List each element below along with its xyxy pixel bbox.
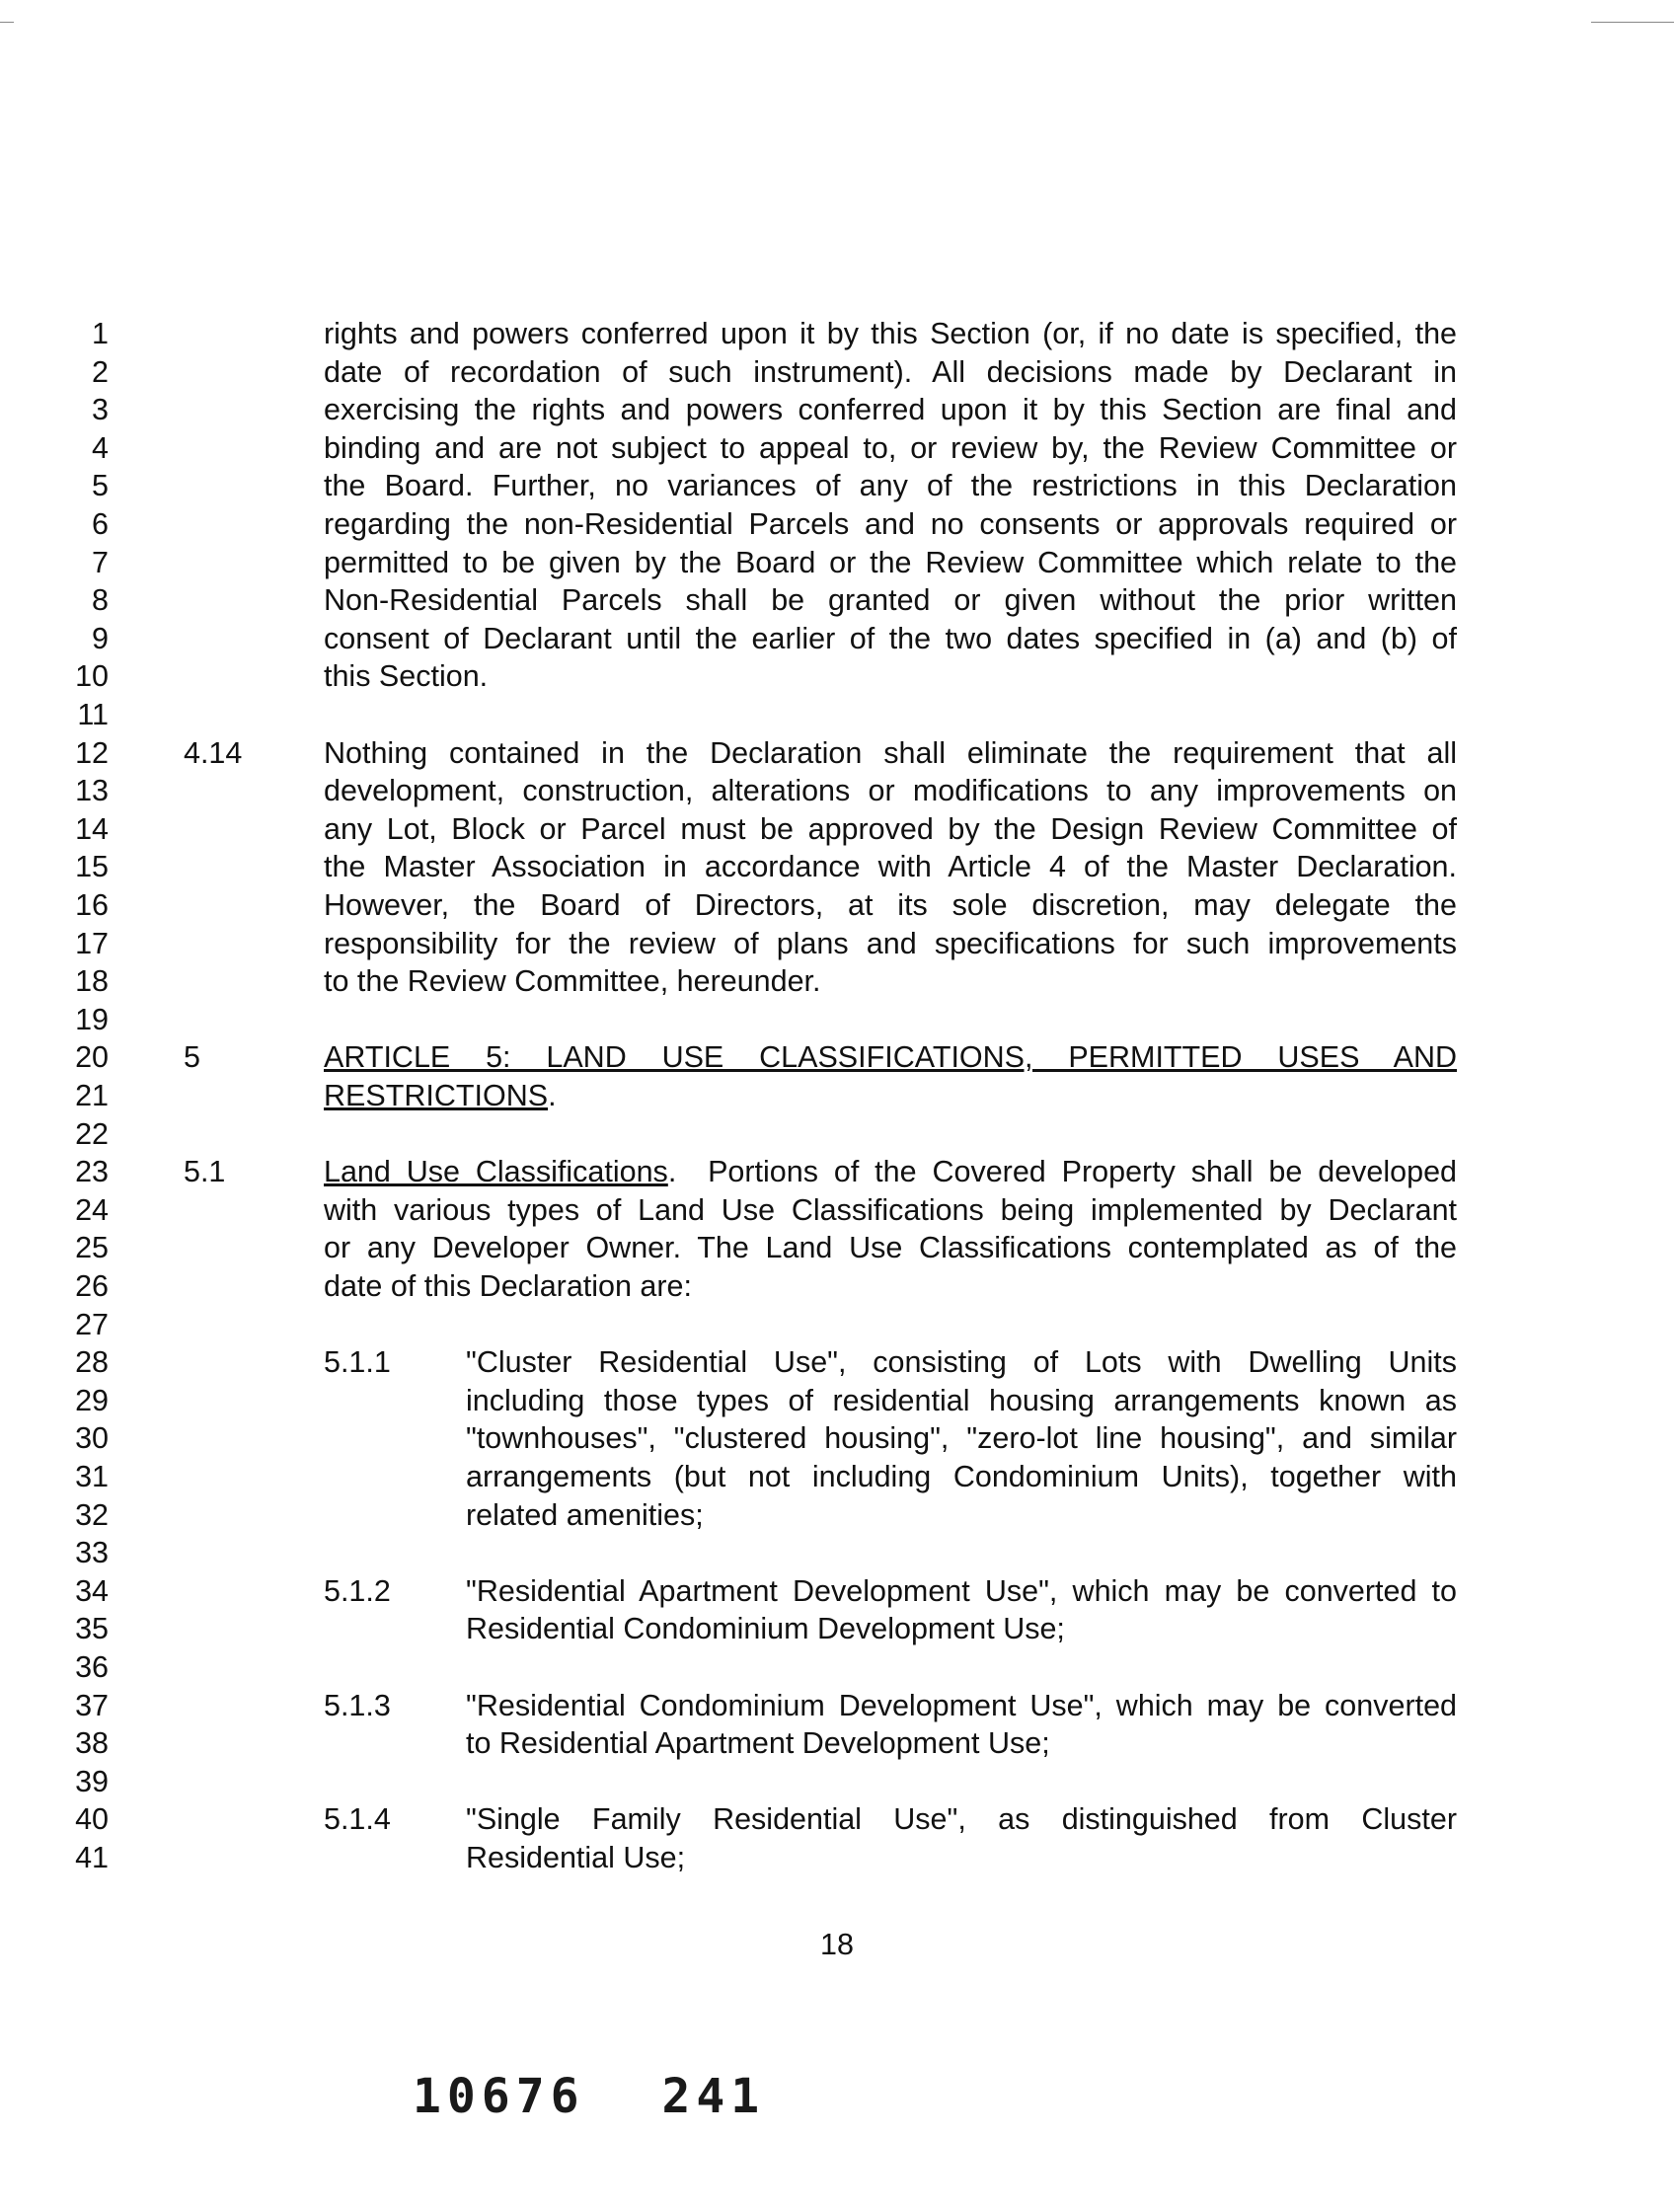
- body-text: "Cluster Residential Use", consisting of Lots with Dwelling Units: [466, 1345, 1457, 1380]
- body-text: "Single Family Residential Use", as distinguished from Cluster: [466, 1802, 1457, 1837]
- line-text: [324, 544, 1457, 581]
- body-text: arrangements (but not including Condominium Units), together with: [466, 1460, 1457, 1493]
- document-line: [0, 1419, 1674, 1457]
- line-number: 41: [75, 1841, 109, 1874]
- document-line: [0, 1496, 1674, 1534]
- line-text: [466, 1572, 1457, 1610]
- document-line: [0, 1572, 1674, 1610]
- line-number: 30: [75, 1421, 109, 1456]
- body-text: any Lot, Block or Parcel must be approved by the Design Review Committee of: [324, 811, 1457, 846]
- line-text: [466, 1496, 704, 1534]
- line-text: [324, 581, 1457, 619]
- line-number: 36: [75, 1650, 109, 1684]
- document-line: [0, 505, 1674, 543]
- stamp-book-number: 10676: [413, 2069, 585, 2124]
- line-number: 10: [75, 659, 109, 694]
- heading-punctuation: .: [667, 1155, 709, 1189]
- line-number: 35: [75, 1612, 109, 1646]
- body-text: including those types of residential housing arrangements known as: [466, 1383, 1457, 1417]
- document-line: [0, 544, 1674, 581]
- line-number: 12: [75, 735, 109, 770]
- body-text: the Master Association in accordance with Article 4 of the Master Declaration.: [324, 850, 1457, 884]
- section-number: 5: [184, 1040, 200, 1075]
- document-line: [0, 1763, 1674, 1800]
- line-number: 20: [75, 1040, 109, 1075]
- body-text: development, construction, alterations or modifications to any improvements on: [324, 774, 1457, 808]
- body-text: this Section.: [324, 659, 489, 694]
- line-text: [324, 810, 1457, 848]
- document-line: [0, 1800, 1674, 1838]
- article-heading-text: RESTRICTIONS: [324, 1079, 549, 1112]
- document-line: [0, 772, 1674, 809]
- line-text: [324, 1267, 692, 1305]
- section-heading: Land Use Classifications: [324, 1155, 668, 1189]
- document-line: [0, 696, 1674, 733]
- line-text: [324, 315, 1457, 352]
- body-text: responsibility for the review of plans and specifications for such improvements: [324, 926, 1457, 960]
- line-number: 18: [75, 964, 109, 999]
- line-number: 38: [75, 1726, 109, 1761]
- document-line: [0, 848, 1674, 885]
- stamp-page-number: 241: [661, 2069, 766, 2124]
- line-number: 40: [75, 1802, 109, 1837]
- line-number: 6: [92, 507, 109, 541]
- body-text: consent of Declarant until the earlier of the two dates specified in (a) and (b) of: [324, 621, 1457, 655]
- document-line: [0, 1648, 1674, 1686]
- document-line: [0, 1382, 1674, 1419]
- line-text: [324, 734, 1457, 772]
- line-text: [466, 1382, 1457, 1419]
- document-line: [0, 734, 1674, 772]
- line-number: 37: [75, 1688, 109, 1722]
- line-text: [324, 925, 1457, 962]
- line-number: 26: [75, 1269, 109, 1303]
- heading-punctuation: .: [548, 1079, 557, 1112]
- line-number: 7: [92, 545, 109, 579]
- document-line: [0, 657, 1674, 695]
- body-text: to the Review Committee, hereunder.: [324, 964, 821, 999]
- line-number: 29: [75, 1383, 109, 1417]
- body-text: binding and are not subject to appeal to, or review by, the Review Committee or: [324, 430, 1457, 465]
- line-number: 1: [92, 317, 109, 350]
- document-line: [0, 1534, 1674, 1571]
- body-text: the Board. Further, no variances of any of the restrictions in this Declaration: [324, 469, 1457, 503]
- document-line: [0, 1458, 1674, 1495]
- line-number: 13: [75, 774, 109, 808]
- recording-stamp: [413, 2069, 842, 2124]
- line-text: [324, 620, 1457, 657]
- document-line: [0, 315, 1674, 352]
- document-line: [0, 1191, 1674, 1229]
- line-text: [466, 1343, 1457, 1381]
- subsection-number: 5.1.4: [324, 1802, 391, 1837]
- line-text: [324, 1077, 557, 1114]
- line-text: [324, 848, 1457, 885]
- line-text: [324, 886, 1457, 924]
- line-number: 25: [75, 1231, 109, 1265]
- document-line: [0, 810, 1674, 848]
- line-text: [324, 1191, 1457, 1229]
- line-number: 14: [75, 811, 109, 846]
- line-number: 8: [92, 583, 109, 618]
- document-line: [0, 1306, 1674, 1343]
- document-line: [0, 353, 1674, 391]
- line-text: [466, 1839, 685, 1876]
- body-text: or any Developer Owner. The Land Use Classifications contemplated as of the: [324, 1231, 1457, 1265]
- document-line: [0, 1687, 1674, 1724]
- document-line: [0, 1724, 1674, 1762]
- page-number: 18: [820, 1928, 854, 1961]
- line-text: [324, 505, 1457, 543]
- document-line: [0, 1001, 1674, 1038]
- line-number: 15: [75, 850, 109, 884]
- document-line: [0, 886, 1674, 924]
- document-line: [0, 925, 1674, 962]
- line-text: [324, 657, 488, 695]
- body-text: Portions of the Covered Property shall be developed: [708, 1155, 1458, 1189]
- line-text: [466, 1724, 1050, 1762]
- line-number: 22: [75, 1116, 109, 1151]
- line-text: [324, 1229, 1457, 1266]
- line-number: 9: [92, 621, 109, 655]
- body-text: related amenities;: [466, 1497, 704, 1532]
- line-number: 33: [75, 1536, 109, 1570]
- line-text: [324, 1038, 1457, 1076]
- document-line: [0, 1343, 1674, 1381]
- line-number: 24: [75, 1192, 109, 1227]
- document-line: [0, 581, 1674, 619]
- line-number: 4: [92, 430, 109, 465]
- line-text: [324, 467, 1457, 504]
- body-text: However, the Board of Directors, at its sole discretion, may delegate the: [324, 888, 1457, 922]
- subsection-number: 5.1.3: [324, 1688, 391, 1722]
- body-text: Residential Use;: [466, 1841, 686, 1874]
- document-line: [0, 1077, 1674, 1114]
- body-text: exercising the rights and powers conferred upon it by this Section are final and: [324, 393, 1457, 427]
- document-line: [0, 620, 1674, 657]
- article-heading-text: ARTICLE 5: LAND USE CLASSIFICATIONS, PERMITTED USES AND: [324, 1040, 1457, 1075]
- line-text: [466, 1800, 1457, 1838]
- body-text: permitted to be given by the Board or the Review Committee which relate to the: [324, 545, 1457, 579]
- scan-edge-mark-right: [1591, 22, 1674, 23]
- line-text: [324, 391, 1457, 428]
- document-line: [0, 1610, 1674, 1647]
- document-line: [0, 1038, 1674, 1076]
- line-text: [466, 1419, 1457, 1457]
- document-line: [0, 429, 1674, 467]
- body-text: regarding the non-Residential Parcels and no consents or approvals required or: [324, 507, 1457, 541]
- document-line: [0, 1153, 1674, 1190]
- line-number: 2: [92, 354, 109, 389]
- line-text: [324, 772, 1457, 809]
- document-line: [0, 962, 1674, 1000]
- line-number: 31: [75, 1460, 109, 1493]
- document-line: [0, 1229, 1674, 1266]
- line-number: 11: [77, 698, 109, 731]
- section-number: 4.14: [184, 735, 243, 770]
- line-number: 39: [75, 1764, 109, 1798]
- line-number: 19: [75, 1002, 109, 1036]
- line-text: [324, 962, 821, 1000]
- section-number: 5.1: [184, 1155, 226, 1189]
- line-number: 27: [75, 1307, 109, 1341]
- scan-edge-mark-left: [0, 22, 14, 23]
- subsection-number: 5.1.2: [324, 1573, 391, 1608]
- body-text: to Residential Apartment Development Use;: [466, 1726, 1050, 1761]
- line-number: 5: [92, 469, 109, 503]
- line-text: [466, 1610, 1065, 1647]
- line-number: 3: [92, 393, 109, 427]
- body-text: rights and powers conferred upon it by this Section (or, if no date is specified, the: [324, 317, 1457, 350]
- line-number: 17: [75, 926, 109, 960]
- line-text: [324, 1153, 1457, 1190]
- line-number: 28: [75, 1345, 109, 1380]
- body-text: "Residential Condominium Development Use", which may be converted: [466, 1688, 1457, 1722]
- line-number: 34: [75, 1573, 109, 1608]
- document-line: [0, 391, 1674, 428]
- body-text: date of recordation of such instrument). All decisions made by Declarant in: [324, 354, 1457, 389]
- line-number: 32: [75, 1497, 109, 1532]
- line-number: 23: [75, 1155, 109, 1189]
- body-text: Residential Condominium Development Use;: [466, 1612, 1065, 1646]
- body-text: "townhouses", "clustered housing", "zero-lot line housing", and similar: [466, 1421, 1457, 1456]
- document-line: [0, 467, 1674, 504]
- body-text: Non-Residential Parcels shall be granted or given without the prior written: [324, 583, 1457, 618]
- document-line: [0, 1115, 1674, 1153]
- line-number: 16: [75, 888, 109, 922]
- document-line: [0, 1839, 1674, 1876]
- document-line: [0, 1267, 1674, 1305]
- body-text: with various types of Land Use Classifications being implemented by Declarant: [324, 1192, 1457, 1227]
- line-text: [466, 1687, 1457, 1724]
- line-number: 21: [75, 1079, 109, 1112]
- line-text: [324, 429, 1457, 467]
- line-text: [466, 1458, 1457, 1495]
- body-text: "Residential Apartment Development Use", which may be converted to: [466, 1573, 1457, 1608]
- body-text: date of this Declaration are:: [324, 1269, 692, 1303]
- subsection-number: 5.1.1: [324, 1345, 391, 1380]
- body-text: Nothing contained in the Declaration shall eliminate the requirement that all: [324, 735, 1457, 770]
- line-text: [324, 353, 1457, 391]
